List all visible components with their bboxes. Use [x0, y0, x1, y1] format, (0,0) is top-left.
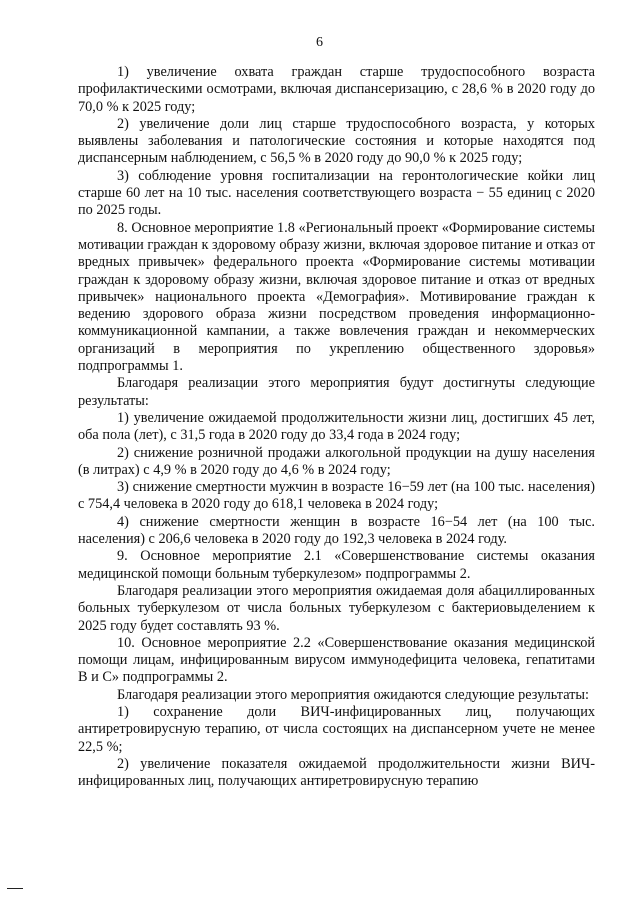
page-number: 6 — [316, 35, 323, 50]
paragraph-male-mortality: 3) снижение смертности мужчин в возрасте 16−59 лет (на 100 тыс. населения) с 754,4 человека в 2020 году до 618,1 человека в 2024 году; — [78, 479, 595, 513]
paragraph-results-intro: Благодаря реализации этого мероприятия будут достигнуты следующие результаты: — [78, 375, 595, 409]
paragraph-result-2: 2) увеличение доли лиц старше трудоспособного возраста, у которых выявлены заболевания и патологические состояния и которые находятся под диспансерным наблюдением, с 56,5 % в 2020 году до 90,0 % к 2025 году; — [78, 115, 595, 167]
paragraph-tuberculosis-result: Благодаря реализации этого мероприятия ожидаемая доля абациллированных больных туберкулезом от числа больных туберкулезом с бактериовыделением к 2025 году будет составлять 93 %. — [78, 582, 595, 634]
paragraph-measure-1-8: 8. Основное мероприятие 1.8 «Региональный проект «Формирование системы мотивации граждан к здоровому образу жизни, включая здоровое питание и отказ от вредных привычек» федерального проекта «Формирование системы мотивации граждан к здоровому образу жизни, включая здоровое питание и отказ от вредных привычек» национального проекта «Демография». Мотивирование граждан к ведению здорового образа жизни посредством проведения информационно-коммуникационной кампании, а также вовлечения граждан и некоммерческих организаций в мероприятия по укреплению общественного здоровья» подпрограммы 1. — [78, 219, 595, 375]
document-body — [78, 64, 595, 790]
paragraph-female-mortality: 4) снижение смертности женщин в возрасте 16−54 лет (на 100 тыс. населения) с 206,6 человека в 2020 году до 192,3 человека в 2024 году. — [78, 513, 595, 548]
paragraph-measure-2-2: 10. Основное мероприятие 2.2 «Совершенствование оказания медицинской помощи лицам, инфицированным вирусом иммунодефицита человека, гепатитами В и С» подпрограммы 2. — [78, 634, 595, 686]
paragraph-results-intro-2: Благодаря реализации этого мероприятия ожидаются следующие результаты: — [117, 686, 589, 703]
paragraph-result-3: 3) соблюдение уровня госпитализации на геронтологические койки лиц старше 60 лет на 10 тыс. населения соответствующего возраста − 55 единиц с 2020 по 2025 годы. — [78, 167, 595, 219]
paragraph-hiv-therapy: 1) сохранение доли ВИЧ-инфицированных лиц, получающих антиретровирусную терапию, от числа состоящих на диспансерном учете не менее 22,5 %; — [78, 703, 595, 755]
paragraph-measure-2-1: 9. Основное мероприятие 2.1 «Совершенствование системы оказания медицинской помощи больным туберкулезом» подпрограммы 2. — [78, 548, 595, 582]
margin-mark — [7, 888, 23, 889]
paragraph-alcohol-sales: 2) снижение розничной продажи алкогольной продукции на душу населения (в литрах) с 4,9 % в 2020 году до 4,6 % в 2024 году; — [78, 444, 595, 478]
paragraph-life-expectancy: 1) увеличение ожидаемой продолжительности жизни лиц, достигших 45 лет, оба пола (лет), с 31,5 года в 2020 году до 33,4 года в 2024 году; — [78, 409, 595, 444]
paragraph-result-1: 1) увеличение охвата граждан старше трудоспособного возраста профилактическими осмотрами, включая диспансеризацию, с 28,6 % в 2020 году до 70,0 % к 2025 году; — [78, 64, 595, 115]
paragraph-hiv-life-expectancy: 2) увеличение показателя ожидаемой продолжительности жизни ВИЧ-инфицированных лиц, получающих антиретровирусную терапию — [78, 755, 595, 790]
